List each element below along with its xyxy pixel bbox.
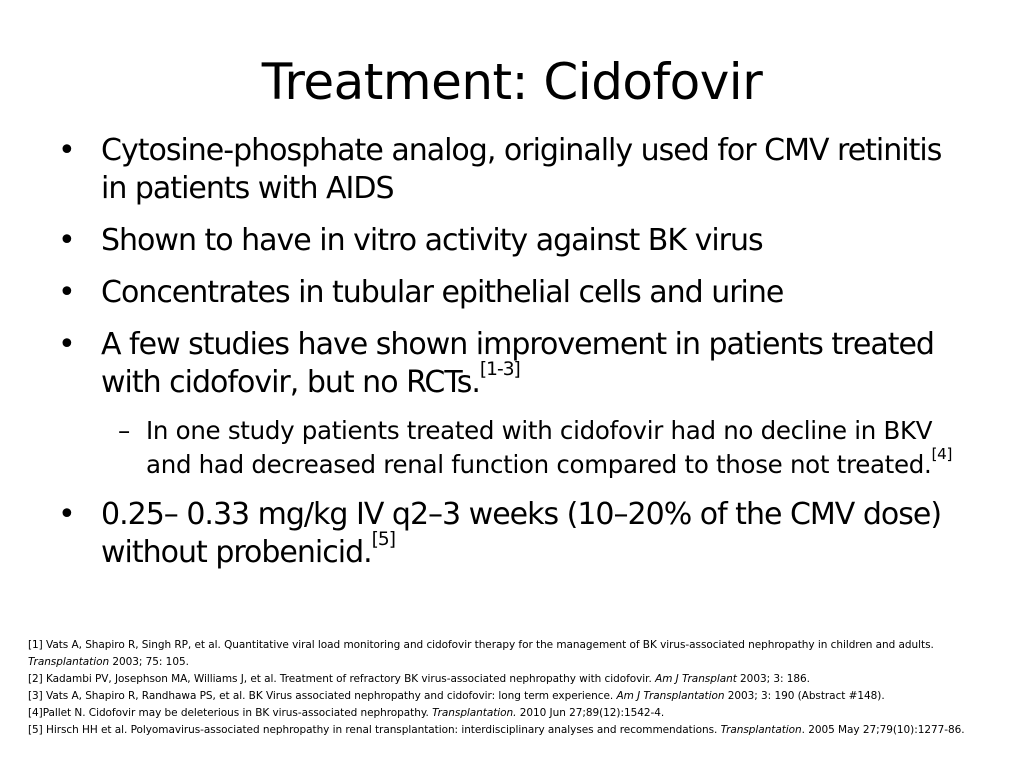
reference-text: [2] Kadambi PV, Josephson MA, Williams J, et al. Treatment of refractory BK virus-associated nephropathy with cidofovir. (28, 673, 656, 685)
bullet-item (58, 132, 958, 208)
citation: [1-3] (479, 359, 520, 381)
bullet-text: Cytosine-phosphate analog, originally used for CMV retinitis in patients with AIDS (101, 133, 942, 206)
reference-item (28, 688, 988, 705)
bullet-marker: • (58, 223, 75, 258)
bullet-marker: • (58, 275, 75, 310)
citation: [5] (371, 529, 395, 551)
reference-text: 2010 Jun 27;89(12):1542-4. (516, 707, 665, 719)
sub-bullet-text: In one study patients treated with cidofovir had no decline in BKV and had decreased renal function compared to those not treated. (146, 416, 933, 479)
bullet-marker: • (58, 133, 75, 168)
reference-journal: Transplantation. (432, 707, 517, 719)
sub-bullet-item (118, 414, 958, 482)
reference-text: . 2005 May 27;79(10):1277-86. (801, 724, 965, 736)
reference-text: 2003; 75: 105. (109, 656, 189, 668)
reference-journal: Transplantation (28, 656, 110, 668)
reference-text: [5] Hirsch HH et al. Polyomavirus-associated nephropathy in renal transplantation: interdisciplinary analyses and recommendations. (28, 724, 721, 736)
reference-item (28, 637, 988, 671)
bullet-text: 0.25– 0.33 mg/kg IV q2–3 weeks (10–20% of the CMV dose) without probenicid. (101, 497, 942, 570)
reference-text: [4]Pallet N. Cidofovir may be deleterious in BK virus-associated nephropathy. (28, 707, 433, 719)
bullet-item (58, 496, 958, 572)
bullet-list (58, 132, 958, 586)
bullet-item (58, 222, 958, 260)
references (28, 637, 988, 739)
bullet-marker: • (58, 497, 75, 532)
sub-bullet-marker: – (118, 416, 130, 445)
citation: [4] (931, 445, 953, 464)
reference-journal: Am J Transplant (655, 673, 737, 685)
reference-journal: Transplantation (720, 724, 802, 736)
bullet-item (58, 274, 958, 312)
reference-item (28, 671, 988, 688)
bullet-text: Concentrates in tubular epithelial cells and urine (101, 275, 784, 310)
reference-item (28, 722, 988, 739)
reference-text: [1] Vats A, Shapiro R, Singh RP, et al. Quantitative viral load monitoring and cidofovir therapy for the management of BK virus-associated nephropathy in children and adults. (28, 639, 934, 651)
reference-item (28, 705, 988, 722)
bullet-text: A few studies have shown improvement in patients treated with cidofovir, but no RCTs. (101, 327, 934, 400)
bullet-text: Shown to have in vitro activity against BK virus (101, 223, 763, 258)
bullet-marker: • (58, 327, 75, 362)
slide-title: Treatment: Cidofovir (261, 53, 763, 111)
bullet-item (58, 326, 958, 402)
reference-text: 2003; 3: 186. (736, 673, 810, 685)
reference-text: 2003; 3: 190 (Abstract #148). (724, 690, 885, 702)
reference-text: [3] Vats A, Shapiro R, Randhawa PS, et al. BK Virus associated nephropathy and cidofovir: long term experience. (28, 690, 617, 702)
reference-journal: Am J Transplantation (616, 690, 725, 702)
